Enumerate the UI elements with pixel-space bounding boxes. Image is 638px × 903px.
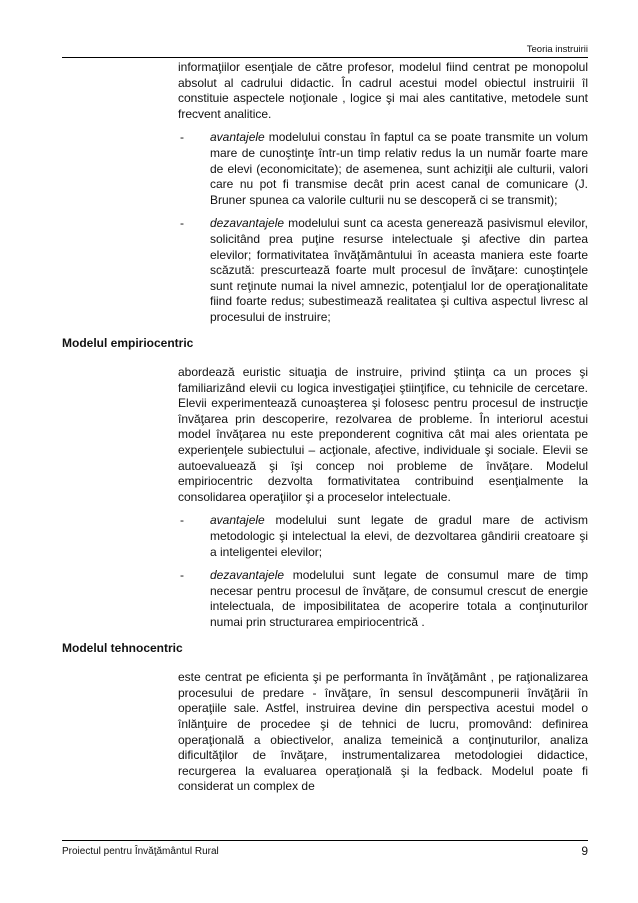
section-heading-tehnocentric: Modelul tehnocentric: [62, 640, 183, 655]
disadvantages-term: dezavantajele: [210, 216, 285, 231]
footer-publication: Proiectul pentru Învăţământul Rural: [62, 846, 219, 857]
footer-rule: [62, 840, 588, 841]
list-dash: -: [180, 216, 184, 231]
list-dash: -: [180, 130, 184, 145]
header-rule: [62, 57, 588, 58]
page-number: 9: [581, 844, 588, 858]
advantages-text: modelului constau în faptul ca se poate transmite un volum mare de cunoştinţe într-un timp relativ redus la un număr foarte mare de elevi (economicitate); de asemenea, sunt achiziţii ale culturii, valori care nu pot fi transmise decât prin acest canal de comunicare (J. Bruner spunea ca valorile culturii nu se descoperă ci se transmit);: [210, 130, 588, 207]
disadvantages-text: modelului sunt legate de consumul mare de timp necesar pentru procesul de învăţare, de consumul crescut de energie intelectuala, de imposibilitatea de acoperire totala a conţinuturilor numai prin structurarea empiriocentrică .: [210, 568, 588, 629]
intro-advantages-item: [180, 130, 588, 208]
disadvantages-text: modelului sunt ca acesta generează pasivismul elevilor, solicitând prea puţine resurse intelectuale şi afective din partea elevilor; formativitatea învăţământului în aceasta maniera este foarte scăzută: prescurtează foarte mult procesul de învăţare: cunoştinţele sunt reţinute numai la nivel amnezic, potenţialul lor de operaţionalitate fiind foarte redus; subestimează realitatea şi cultiva aspectul livresc al procesului de instruire;: [210, 216, 588, 324]
list-dash: -: [180, 568, 184, 583]
list-dash: -: [180, 513, 184, 528]
empiriocentric-advantages-item: [180, 513, 588, 560]
intro-paragraph: informaţiilor esenţiale de către profesor, modelul fiind centrat pe monopolul absolut al cadrului didactic. În cadrul acestui model obiectul instruirii îl constituie aspectele noţionale , logice şi mai ales cantitative, metodele sunt frecvent analitice.: [178, 60, 588, 121]
page-body: [0, 60, 638, 795]
running-header: Teoria instruirii: [526, 44, 588, 55]
advantages-term: avantajele: [210, 513, 265, 528]
advantages-term: avantajele: [210, 130, 265, 145]
disadvantages-term: dezavantajele: [210, 568, 285, 583]
empiriocentric-disadvantages-item: [180, 568, 588, 630]
section-heading-empiriocentric: Modelul empiriocentric: [62, 335, 194, 350]
empiriocentric-paragraph: abordează euristic situaţia de instruire, privind ştiinţa ca un proces şi familiarizând elevii cu logica investigaţiei ştiinţifice, cu tehnicile de cercetare. Elevii experimentează cunoaşterea şi folosesc pentru procesul de instrucţie învăţarea prin descoperire, rezolvarea de probleme. În interiorul acestui model învăţarea nu este preponderent cognitiva cât mai ales orientata pe experienţele subiectului – acţionale, afective, individuale şi sociale. Elevii se autoevaluează şi îşi concep noi probleme de învăţare. Modelul empiriocentric dezvolta formativitatea contribuind esenţialmente la consolidarea operaţiilor şi a proceselor intelectuale.: [178, 365, 588, 504]
intro-disadvantages-item: [180, 216, 588, 325]
tehnocentric-paragraph: este centrat pe eficienta şi pe performanta în învăţământ , pe raţionalizarea procesului de predare - învăţare, în sensul descompunerii învăţării în operaţiile sale. Astfel, instruirea devine din perspectiva acestui model o înlănţuire de procedee şi de tehnici de lucru, promovând: definirea operaţională a obiectivelor, analiza temeinică a conţinuturilor, analiza dificultăţilor de învăţare, instrumentalizarea metodologiei didactice, recurgerea la evaluarea operaţională şi la fedback. Modelul poate fi considerat un complex de: [178, 670, 588, 794]
advantages-text: modelului sunt legate de gradul mare de activism metodologic şi intelectual la elevi, de dezvoltarea gândirii creatoare şi a inteligentei elevilor;: [210, 513, 588, 559]
